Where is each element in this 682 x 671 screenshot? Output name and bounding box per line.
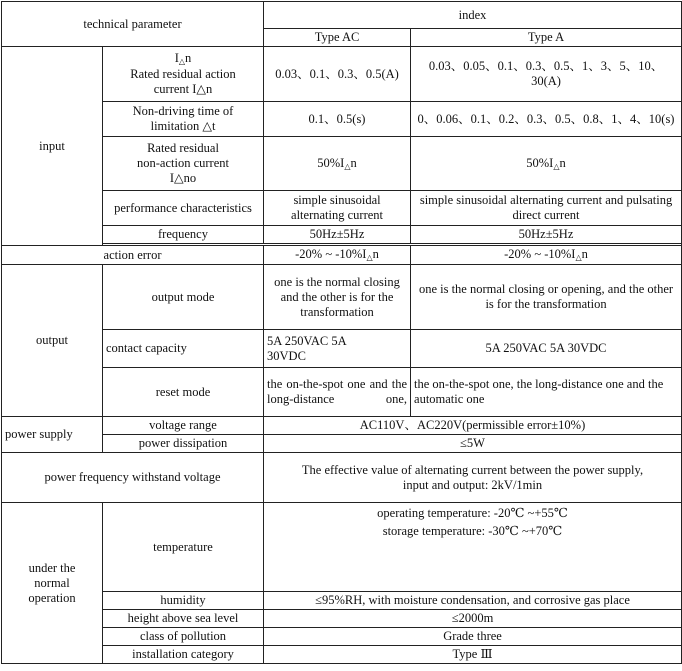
voltage-range-row (2, 417, 682, 435)
withstand-voltage-row (2, 453, 682, 503)
action-error-label: action error (2, 246, 264, 265)
type-ac-header: Type AC (264, 29, 411, 47)
type-a-header: Type A (411, 29, 682, 47)
performance-row (2, 191, 682, 226)
reset-mode-row (2, 368, 682, 417)
humidity-label: humidity (103, 592, 264, 610)
temperature-row (2, 503, 682, 592)
index-header: index (264, 2, 682, 29)
contact-capacity-label: contact capacity (103, 330, 264, 368)
altitude-label: height above sea level (103, 610, 264, 628)
reset-mode-label: reset mode (103, 368, 264, 417)
reset-mode-type-ac: the on-the-spot one and the long-distance one, (264, 368, 411, 417)
altitude-value: ≤2000m (264, 610, 682, 628)
frequency-type-ac: 50Hz±5Hz (264, 226, 411, 244)
contact-capacity-type-a: 5A 250VAC 5A 30VDC (411, 330, 682, 368)
non-driving-time-type-ac: 0.1、0.5(s) (264, 102, 411, 137)
voltage-range-label: voltage range (103, 417, 264, 435)
output-mode-type-a: one is the normal closing or opening, and the other is for the transformation (411, 265, 682, 330)
temperature-label: temperature (103, 503, 264, 592)
non-driving-time-type-a: 0、0.06、0.1、0.2、0.3、0.5、0.8、1、4、10(s) (411, 102, 682, 137)
frequency-label: frequency (103, 226, 264, 244)
non-action-current-type-a: 50%I△n (411, 137, 682, 191)
input-group-label: input (2, 47, 103, 246)
rated-residual-action-type-ac: 0.03、0.1、0.3、0.5(A) (264, 47, 411, 102)
non-driving-time-label: Non-driving time of limitation △t (103, 102, 264, 137)
i-delta-n-symbol: I△n (174, 51, 192, 66)
header-row (2, 2, 682, 29)
installation-row (2, 646, 682, 664)
output-mode-type-ac: one is the normal closing and the other is for the transformation (264, 265, 411, 330)
frequency-type-a: 50Hz±5Hz (411, 226, 682, 244)
performance-type-ac: simple sinusoidal alternating current (264, 191, 411, 226)
humidity-value: ≤95%RH, with moisture condensation, and corrosive gas place (264, 592, 682, 610)
contact-capacity-row (2, 330, 682, 368)
installation-label: installation category (103, 646, 264, 664)
frequency-row (2, 226, 682, 244)
power-dissipation-label: power dissipation (103, 435, 264, 453)
action-error-type-ac: -20% ~ -10%I△n (264, 246, 411, 265)
temperature-value: operating temperature: -20℃ ~+55℃ storage temperature: -30℃ ~+70℃ (264, 503, 682, 592)
performance-type-a: simple sinusoidal alternating current and pulsating direct current (411, 191, 682, 226)
pollution-label: class of pollution (103, 628, 264, 646)
humidity-row (2, 592, 682, 610)
altitude-row (2, 610, 682, 628)
action-error-type-a: -20% ~ -10%I△n (411, 246, 682, 265)
power-dissipation-value: ≤5W (264, 435, 682, 453)
reset-mode-type-a: the on-the-spot one, the long-distance one and the automatic one (411, 368, 682, 417)
technical-parameter-table (1, 1, 682, 664)
power-dissipation-row (2, 435, 682, 453)
contact-capacity-type-ac: 5A 250VAC 5A 30VDC (264, 330, 411, 368)
rated-residual-action-label: I△n Rated residual action current I△n (103, 47, 264, 102)
withstand-voltage-label: power frequency withstand voltage (2, 453, 264, 503)
output-mode-row (2, 265, 682, 330)
withstand-voltage-value: The effective value of alternating current between the power supply, input and output: 2kV/1min (264, 453, 682, 503)
non-action-current-row (2, 137, 682, 191)
performance-label: performance characteristics (103, 191, 264, 226)
non-action-current-type-ac: 50%I△n (264, 137, 411, 191)
power-supply-label: power supply (2, 417, 103, 453)
non-action-current-label: Rated residual non-action current I△no (103, 137, 264, 191)
non-driving-time-row (2, 102, 682, 137)
normal-operation-label: under the normal operation (2, 503, 103, 664)
output-mode-label: output mode (103, 265, 264, 330)
pollution-row (2, 628, 682, 646)
rated-residual-action-row (2, 47, 682, 102)
action-error-row (2, 246, 682, 265)
output-group-label: output (2, 265, 103, 417)
voltage-range-value: AC110V、AC220V(permissible error±10%) (264, 417, 682, 435)
technical-parameter-header: technical parameter (2, 2, 264, 47)
rated-residual-action-type-a: 0.03、0.05、0.1、0.3、0.5、1、3、5、10、30(A) (411, 47, 682, 102)
pollution-value: Grade three (264, 628, 682, 646)
installation-value: Type Ⅲ (264, 646, 682, 664)
